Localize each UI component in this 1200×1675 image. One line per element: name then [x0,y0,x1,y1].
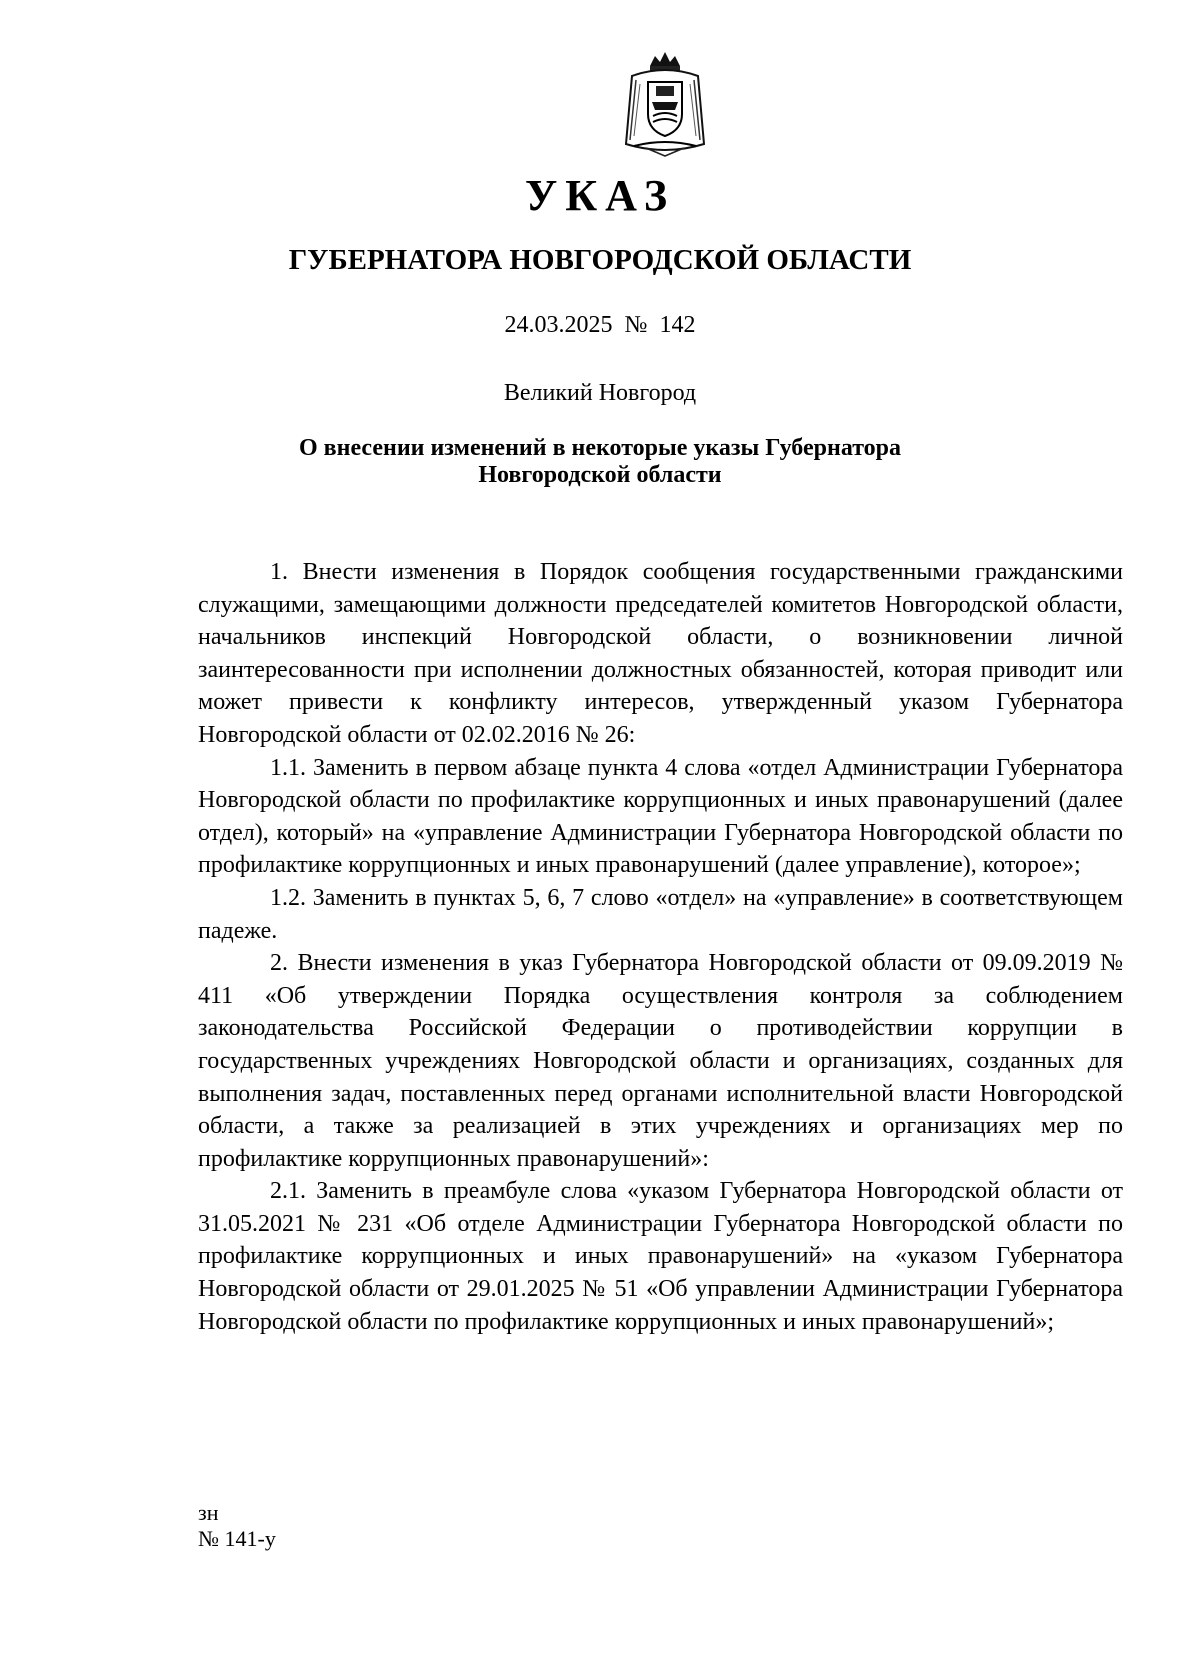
paragraph-1: 1. Внести изменения в Порядок сообщения государственными гражданскими служащими, замещающими должности председателей комитетов Новгородской области, начальников инспекций Новгородской области, о возникновении личной заинтересованности при исполнении должностных обязанностей, которая приводит или может привести к конфликту интересов, утвержденный указом Губернатора Новгородской области от 02.02.2016 № 26: [198,559,1123,748]
novgorod-coat-of-arms-icon [620,48,710,160]
document-body [198,556,1123,1338]
document-heading [0,435,1200,489]
footer-reg-number: № 141-у [198,1526,276,1551]
heading-line-1: О внесении изменений в некоторые указы Губернатора [298,435,902,461]
document-date-number [0,312,1200,339]
heading-line-2: Новгородской области [478,462,722,488]
document-footer [198,1500,276,1552]
paragraph-2-1: 2.1. Заменить в преамбуле слова «указом Губернатора Новгородской области от 31.05.2021 № 231 «Об отделе Администрации Губернатора Новгородской области по профилактике коррупционных и иных правонарушений» на «указом Губернатора Новгородской области от 29.01.2025 № 51 «Об управлении Администрации Губернатора Новгородской области по профилактике коррупционных и иных правонарушений»; [198,1178,1123,1335]
document-title: УКАЗ [524,171,676,220]
document-city: Великий Новгород [503,380,697,406]
paragraph-1-1: 1.1. Заменить в первом абзаце пункта 4 слова «отдел Администрации Губернатора Новгородской области по профилактике коррупционных и иных правонарушений (далее отдел), который» на «управление Администрации Губернатора Новгородской области по профилактике коррупционных и иных правонарушений (далее управление), которое»; [198,754,1123,879]
document-subtitle: ГУБЕРНАТОРА НОВГОРОДСКОЙ ОБЛАСТИ [288,244,912,276]
number-sign: № [624,312,648,338]
document-date: 24.03.2025 [504,312,613,338]
paragraph-1-2: 1.2. Заменить в пунктах 5, 6, 7 слово «отдел» на «управление» в соответствующем падеже. [198,884,1123,944]
paragraph-2: 2. Внести изменения в указ Губернатора Новгородской области от 09.09.2019 № 411 «Об утверждении Порядка осуществления контроля за соблюдением законодательства Российской Федерации о противодействии коррупции в государственных учреждениях Новгородской области и организациях, созданных для выполнения задач, поставленных перед органами исполнительной власти Новгородской области, а также за реализацией в этих учреждениях и организациях мер по профилактике коррупционных правонарушений»: [198,950,1123,1172]
document-number: 142 [659,312,696,338]
footer-initials: зн [198,1500,219,1525]
